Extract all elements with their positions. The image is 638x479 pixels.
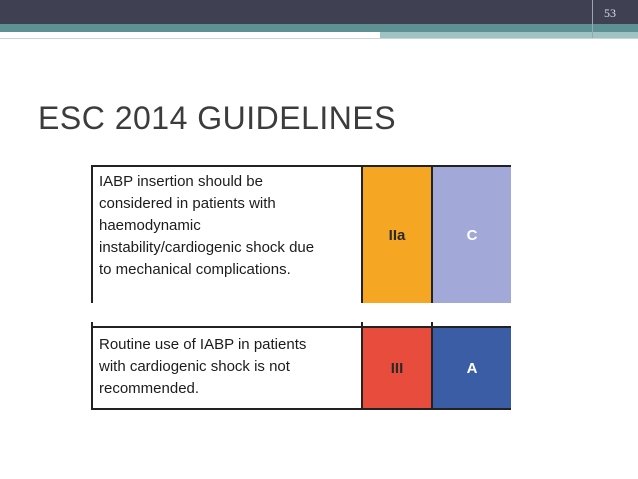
recommendation-line: IABP insertion should be (99, 173, 263, 190)
slide-title: ESC 2014 GUIDELINES (38, 100, 397, 136)
recommendation-line: considered in patients with (99, 195, 276, 212)
recommendation-text-2 (91, 326, 363, 410)
evidence-level-1: C (433, 165, 511, 303)
recommendation-line: haemodynamic (99, 217, 201, 234)
recommendation-row-2 (91, 326, 511, 410)
slide-teal-band (0, 24, 638, 32)
slide-divider (0, 38, 638, 39)
slide-number: 53 (604, 6, 616, 20)
table-gap (93, 303, 513, 326)
slide-top-bar (0, 0, 638, 24)
recommendation-line: instability/cardiogenic shock due (99, 239, 315, 256)
recommendation-text-1 (91, 165, 363, 303)
recommendation-line: with cardiogenic shock is not (99, 358, 290, 375)
recommendation-line: recommended. (99, 380, 200, 397)
recommendation-class-2: III (363, 326, 433, 410)
recommendation-line: to mechanical complications. (99, 261, 291, 278)
recommendation-class-1: IIa (363, 165, 433, 303)
recommendation-row-1 (91, 165, 511, 303)
slide-corner-line (592, 0, 593, 38)
recommendation-line: Routine use of IABP in patients (99, 336, 307, 353)
evidence-level-2: A (433, 326, 511, 410)
